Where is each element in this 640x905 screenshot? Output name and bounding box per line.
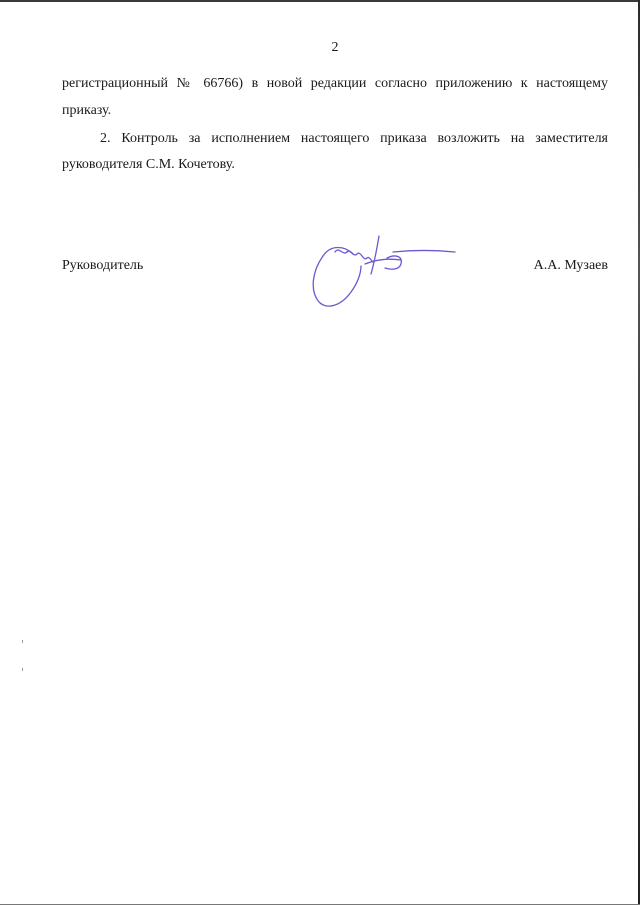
body-line-2: приказу. [62, 103, 112, 118]
signatory-role: Руководитель [62, 258, 144, 273]
scan-speck [22, 668, 23, 671]
scan-speck [22, 640, 23, 643]
signatory-name: А.А. Музаев [533, 258, 608, 273]
scan-edge-top [0, 0, 640, 2]
page-number: 2 [331, 40, 339, 55]
body-line-4: руководителя С.М. Кочетову. [62, 157, 235, 172]
body-line-3: 2. Контроль за исполнением настоящего приказа возложить на заместителя [100, 131, 608, 146]
body-line-1: регистрационный № 66766) в новой редакции согласно приложению к настоящему [62, 76, 608, 91]
signature-icon [305, 222, 465, 314]
